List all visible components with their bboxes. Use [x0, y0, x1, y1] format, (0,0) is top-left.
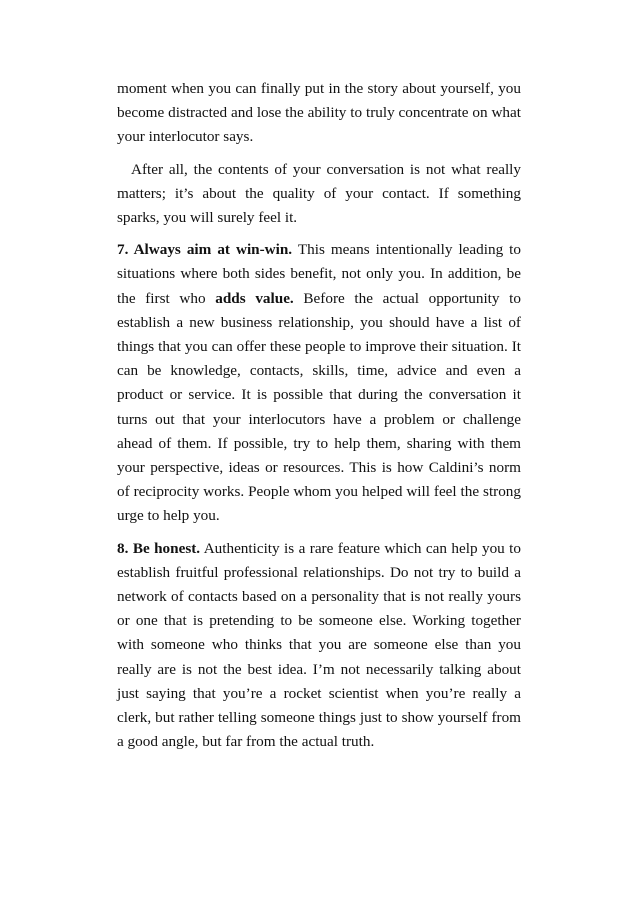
- paragraph-win-win: [117, 238, 521, 528]
- paragraph-be-honest: [117, 537, 521, 755]
- win-win-text-b: Before the actual opportunity to establish a new business relationship, you should have a list of things that you can offer these people to improve their situation. It can be knowledge, contacts, skills, time, advice and even a product or service. It is possible that during the conversation it turns out that your interlocutors have a problem or challenge ahead of them. If possible, try to help them, sharing with them your perspective, ideas or resources. This is how Caldini’s norm of reciprocity works. People whom you helped will feel the strong urge to help you.: [117, 289, 521, 525]
- win-win-text-a: This means intentionally leading to situations where both sides benefit, not only you. In addition, be the first who: [117, 241, 521, 307]
- adds-value-emphasis: adds value.: [215, 289, 294, 307]
- be-honest-text: Authenticity is a rare feature which can help you to establish fruitful professional relationships. Do not try to build a network of contacts based on a personality that is not really yours or one that is pretending to be someone else. Working together with someone who thinks that you are someone else than you really are is not the best idea. I’m not necessarily talking about just saying that you’re a rocket scientist when you’re really a clerk, but rather telling someone things just to show yourself from a good angle, but far from the actual truth.: [117, 539, 521, 751]
- paragraph-continuation: moment when you can finally put in the story about yourself, you become distracted and lose the ability to truly concentrate on what your interlocutor says.: [117, 80, 521, 146]
- document-page: [117, 77, 521, 762]
- heading-win-win: 7. Always aim at win-win.: [117, 241, 293, 259]
- paragraph-contents: After all, the contents of your conversation is not what really matters; it’s about the quality of your contact. If something sparks, you will surely feel it.: [117, 160, 521, 227]
- heading-be-honest: 8. Be honest.: [117, 539, 201, 557]
